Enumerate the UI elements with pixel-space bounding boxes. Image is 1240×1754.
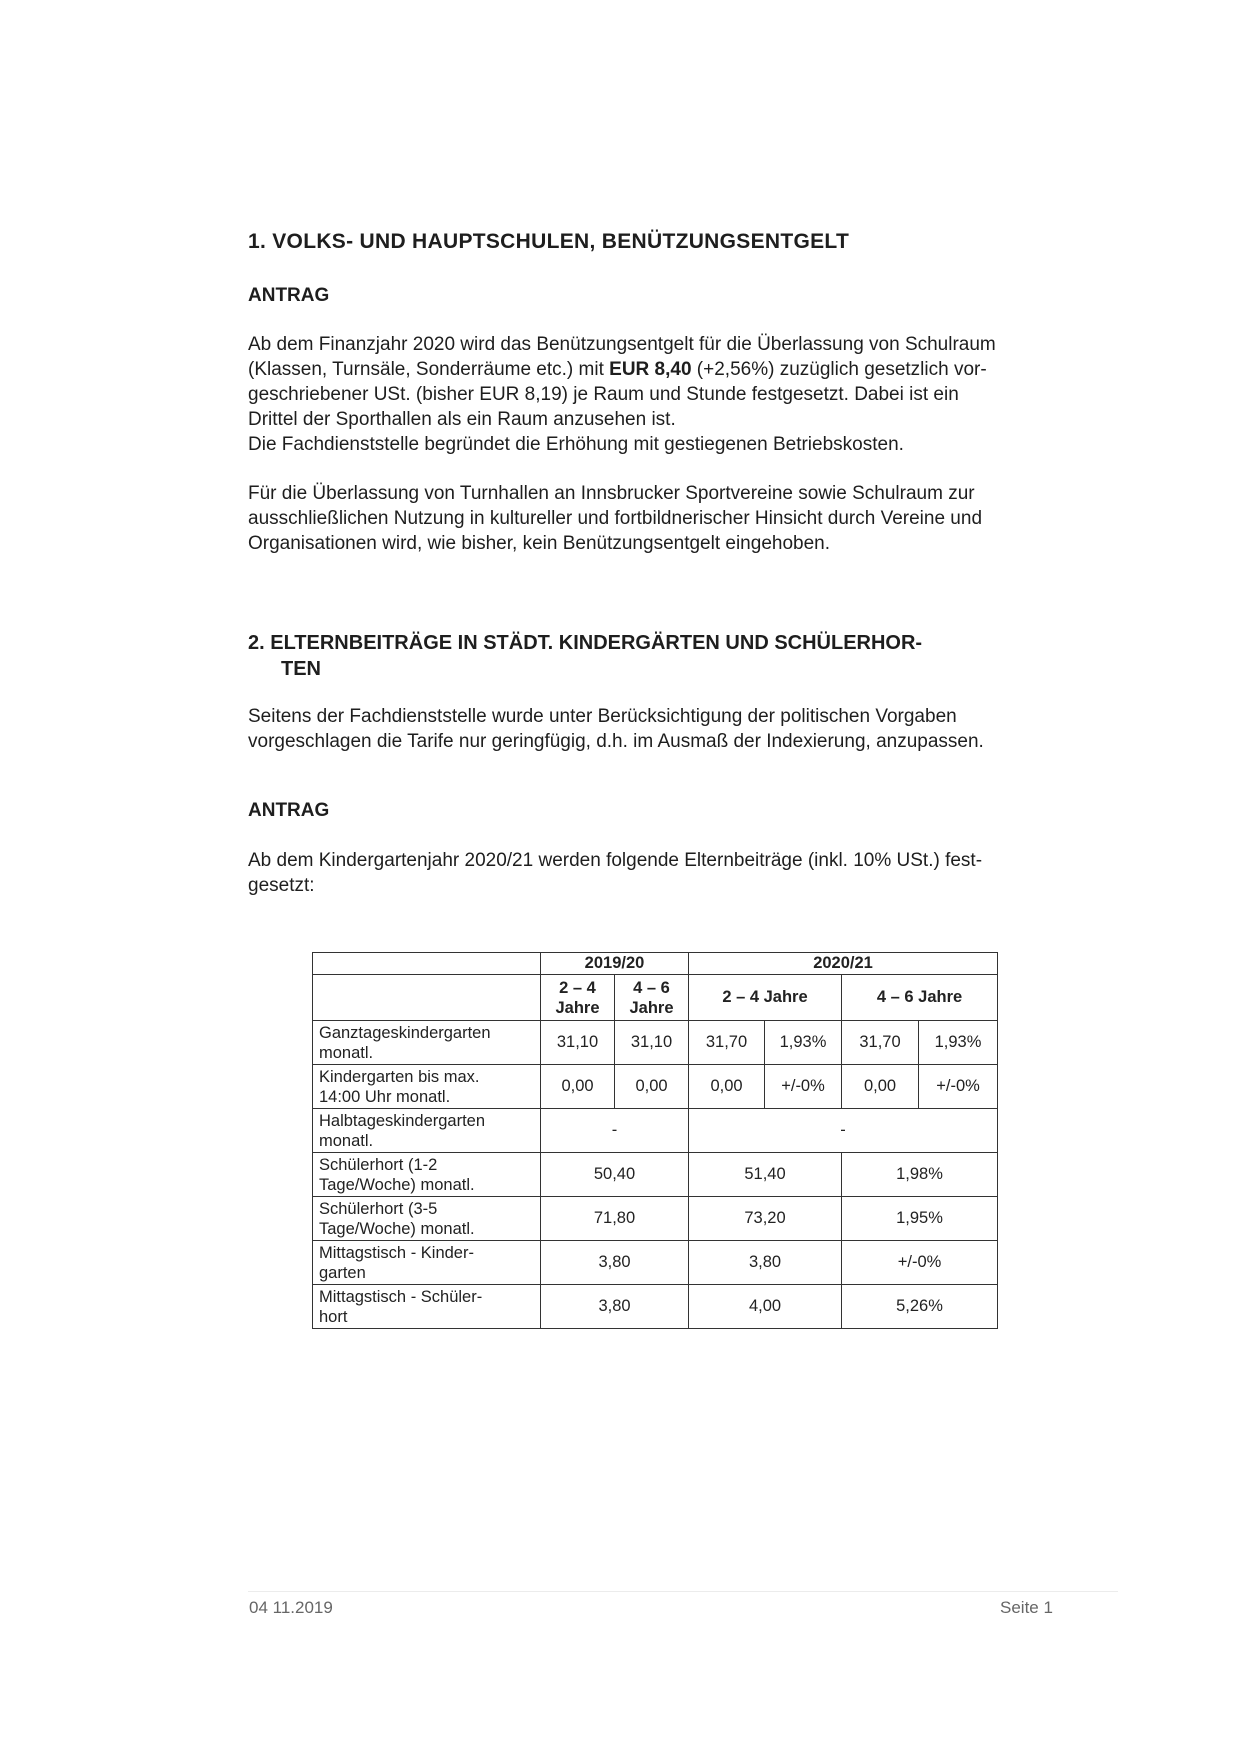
table-cell: 50,40 bbox=[541, 1153, 689, 1197]
empty-header-cell bbox=[313, 953, 541, 975]
page-number: Seite 1 bbox=[1000, 1598, 1053, 1617]
age-header-part: Jahre bbox=[629, 998, 674, 1017]
row-label-line: 14:00 Uhr monatl. bbox=[319, 1087, 451, 1106]
table-cell: 1,93% bbox=[765, 1021, 842, 1065]
table-cell: +/-0% bbox=[842, 1241, 998, 1285]
row-label bbox=[313, 1241, 541, 1285]
table-cell: 5,26% bbox=[842, 1285, 998, 1329]
text-run: (Klassen, Turnsäle, Sonderräume etc.) mit bbox=[248, 359, 610, 380]
row-label-line: Tage/Woche) monatl. bbox=[319, 1175, 475, 1194]
row-label-line: garten bbox=[319, 1263, 366, 1282]
year-header-2020: 2020/21 bbox=[689, 953, 998, 975]
row-label-line: Tage/Woche) monatl. bbox=[319, 1219, 475, 1238]
table-cell: 31,70 bbox=[842, 1021, 919, 1065]
table-cell: 31,10 bbox=[615, 1021, 689, 1065]
table-cell: +/-0% bbox=[919, 1065, 998, 1109]
table-cell: 31,70 bbox=[689, 1021, 765, 1065]
table-subheader-row bbox=[313, 975, 998, 1021]
table-row bbox=[313, 1197, 998, 1241]
row-label bbox=[313, 1153, 541, 1197]
table-cell: 0,00 bbox=[615, 1065, 689, 1109]
age-header-2-4-2019 bbox=[541, 975, 615, 1021]
text-line bbox=[248, 357, 1060, 382]
text-line: vorgeschlagen die Tarife nur geringfügig, d.h. im Ausmaß der Indexierung, anzupassen. bbox=[248, 731, 984, 752]
table-cell: 0,00 bbox=[541, 1065, 615, 1109]
row-label bbox=[313, 1197, 541, 1241]
section-2-antrag-label: ANTRAG bbox=[248, 800, 330, 821]
table-cell: 1,93% bbox=[919, 1021, 998, 1065]
section-2-title bbox=[248, 630, 1060, 682]
table-cell: 1,98% bbox=[842, 1153, 998, 1197]
table-cell: +/-0% bbox=[765, 1065, 842, 1109]
age-header-part: 4 – 6 bbox=[633, 978, 670, 997]
age-header-part: 2 – 4 bbox=[559, 978, 596, 997]
fee-table bbox=[312, 952, 998, 1329]
row-label-line: hort bbox=[319, 1307, 348, 1326]
footer-date: 04 11.2019 bbox=[249, 1598, 333, 1617]
row-label-line: Ganztageskindergarten bbox=[319, 1023, 491, 1042]
table-cell: 1,95% bbox=[842, 1197, 998, 1241]
section-2-intro bbox=[248, 704, 1060, 754]
table-cell: - bbox=[541, 1109, 689, 1153]
table-cell: 31,10 bbox=[541, 1021, 615, 1065]
table-cell: 0,00 bbox=[689, 1065, 765, 1109]
section-1-antrag-label: ANTRAG bbox=[248, 285, 330, 306]
text-line: Für die Überlassung von Turnhallen an Innsbrucker Sportvereine sowie Schulraum zur bbox=[248, 483, 975, 504]
text-run: (+2,56%) zuzüglich gesetzlich vor- bbox=[691, 359, 987, 380]
table-cell: 3,80 bbox=[541, 1285, 689, 1329]
table-row bbox=[313, 1241, 998, 1285]
table-cell: 71,80 bbox=[541, 1197, 689, 1241]
table-row bbox=[313, 1065, 998, 1109]
table-row bbox=[313, 1021, 998, 1065]
text-line: Seitens der Fachdienststelle wurde unter Berücksichtigung der politischen Vorgaben bbox=[248, 706, 957, 727]
row-label bbox=[313, 1109, 541, 1153]
text-line: Organisationen wird, wie bisher, kein Benützungsentgelt eingehoben. bbox=[248, 533, 830, 554]
year-header-2019: 2019/20 bbox=[541, 953, 689, 975]
table-row bbox=[313, 1285, 998, 1329]
table-cell: 73,20 bbox=[689, 1197, 842, 1241]
table-cell: 51,40 bbox=[689, 1153, 842, 1197]
table-row bbox=[313, 1109, 998, 1153]
text-line: Ab dem Finanzjahr 2020 wird das Benützungsentgelt für die Überlassung von Schulraum bbox=[248, 334, 996, 355]
text-line: Die Fachdienststelle begründet die Erhöhung mit gestiegenen Betriebskosten. bbox=[248, 434, 904, 455]
section-2-antrag-text bbox=[248, 848, 1060, 898]
fee-amount: EUR 8,40 bbox=[609, 359, 692, 380]
row-label-line: Mittagstisch - Schüler- bbox=[319, 1287, 483, 1306]
row-label bbox=[313, 1285, 541, 1329]
table-cell: 4,00 bbox=[689, 1285, 842, 1329]
text-line: geschriebener USt. (bisher EUR 8,19) je Raum und Stunde festgesetzt. Dabei ist ein bbox=[248, 384, 959, 405]
age-header-4-6-2020: 4 – 6 Jahre bbox=[842, 975, 998, 1021]
section-1-title: 1. VOLKS- UND HAUPTSCHULEN, BENÜTZUNGSENTGELT bbox=[248, 230, 850, 253]
row-label-line: monatl. bbox=[319, 1043, 374, 1062]
row-label-line: Mittagstisch - Kinder- bbox=[319, 1243, 474, 1262]
table-header-row bbox=[313, 953, 998, 975]
row-label bbox=[313, 1021, 541, 1065]
table-cell: 3,80 bbox=[689, 1241, 842, 1285]
section-1-paragraph-1 bbox=[248, 332, 1060, 457]
empty-header-cell bbox=[313, 975, 541, 1021]
text-line: ausschließlichen Nutzung in kultureller und fortbildnerischer Hinsicht durch Vereine und bbox=[248, 508, 983, 529]
footer-divider bbox=[248, 1591, 1118, 1592]
table-cell: 0,00 bbox=[842, 1065, 919, 1109]
row-label-line: Schülerhort (1-2 bbox=[319, 1155, 438, 1174]
text-line: gesetzt: bbox=[248, 875, 315, 896]
row-label-line: Schülerhort (3-5 bbox=[319, 1199, 438, 1218]
row-label-line: Halbtageskindergarten bbox=[319, 1111, 486, 1130]
row-label-line: monatl. bbox=[319, 1131, 374, 1150]
table-cell: 3,80 bbox=[541, 1241, 689, 1285]
age-header-2-4-2020: 2 – 4 Jahre bbox=[689, 975, 842, 1021]
title-line: 2. ELTERNBEITRÄGE IN STÄDT. KINDERGÄRTEN UND SCHÜLERHOR- bbox=[248, 632, 923, 654]
age-header-4-6-2019 bbox=[615, 975, 689, 1021]
row-label bbox=[313, 1065, 541, 1109]
table-row bbox=[313, 1153, 998, 1197]
section-1-paragraph-2 bbox=[248, 481, 1060, 556]
text-line: Drittel der Sporthallen als ein Raum anzusehen ist. bbox=[248, 409, 676, 430]
table-cell: - bbox=[689, 1109, 998, 1153]
text-line: Ab dem Kindergartenjahr 2020/21 werden folgende Elternbeiträge (inkl. 10% USt.) fest- bbox=[248, 850, 983, 871]
title-line: TEN bbox=[281, 658, 321, 680]
row-label-line: Kindergarten bis max. bbox=[319, 1067, 480, 1086]
age-header-part: Jahre bbox=[555, 998, 600, 1017]
